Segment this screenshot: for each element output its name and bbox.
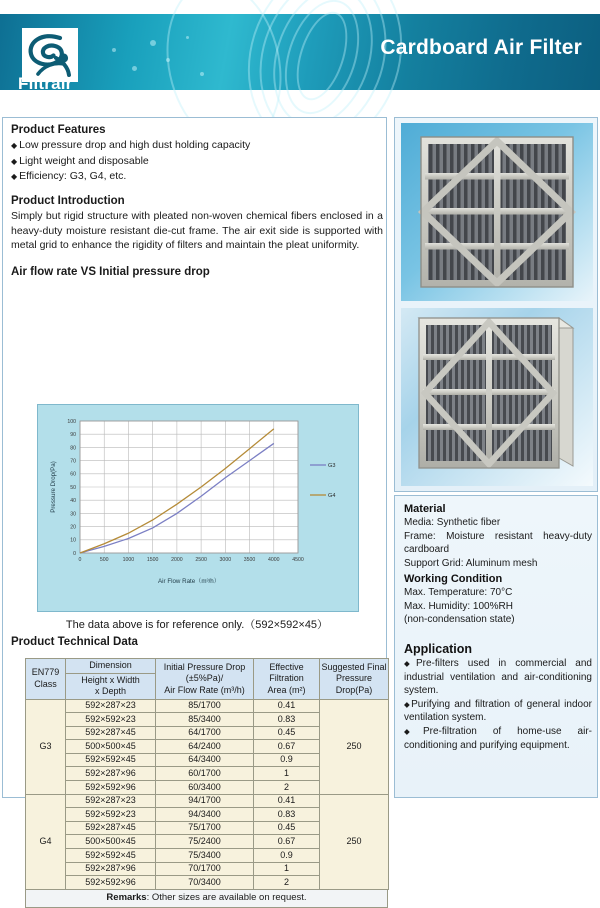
working-condition-block — [404, 573, 592, 627]
product-introduction-text: Simply but rigid structure with pleated non-woven chemical fibers enclosed in a heavy-duty moisture resistant die-cut frame. The air exit side is supported with metal grid to enhance the rigidity of filters and maintain the pleat uniformity. — [11, 210, 383, 251]
chart-svg — [38, 405, 358, 611]
cell-filtration-area: 0.83 — [254, 808, 320, 822]
application-item — [404, 657, 592, 698]
th-dimension: Dimension — [66, 659, 156, 674]
chart-ylabel: Pressure Drop(Pa) — [50, 461, 57, 513]
cell-dimension: 592×592×23 — [66, 808, 156, 822]
svg-text:500: 500 — [99, 557, 109, 563]
bubble-speck — [150, 40, 156, 46]
application-block — [404, 642, 592, 752]
diamond-bullet-icon: ◆ — [11, 141, 18, 150]
svg-text:2000: 2000 — [171, 557, 183, 563]
product-introduction-heading: Product Introduction — [11, 195, 125, 207]
working-condition-note: (non-condensation state) — [404, 614, 515, 626]
th-pressure-l1: Initial Pressure Drop — [163, 661, 246, 672]
cell-pressure-flow: 94/1700 — [156, 794, 254, 808]
working-max-humidity: Max. Humidity: 100%RH — [404, 600, 513, 612]
svg-text:0: 0 — [73, 550, 76, 557]
svg-text:2500: 2500 — [195, 557, 207, 563]
application-text: Purifying and filtration of general indoor ventilation system. — [404, 698, 592, 724]
cell-dimension: 592×287×23 — [66, 794, 156, 808]
th-area — [254, 659, 320, 700]
table-body — [26, 699, 389, 889]
chart-caption: The data above is for reference only.（592×592×45） — [65, 619, 329, 631]
feature-item — [11, 169, 383, 185]
svg-text:4000: 4000 — [268, 557, 280, 563]
cell-pressure-flow: 70/3400 — [156, 876, 254, 890]
diamond-bullet-icon: ◆ — [404, 699, 412, 709]
svg-text:4500: 4500 — [292, 557, 304, 563]
cell-filtration-area: 1 — [254, 862, 320, 876]
table-row — [26, 794, 389, 808]
material-block — [404, 503, 592, 570]
cell-final-pressure: 250 — [320, 699, 389, 794]
cell-dimension: 592×287×45 — [66, 726, 156, 740]
diamond-bullet-icon: ◆ — [11, 156, 18, 166]
cell-dimension: 592×592×96 — [66, 781, 156, 795]
remarks-text: : Other sizes are available on request. — [146, 891, 307, 903]
cell-pressure-flow: 64/2400 — [156, 740, 254, 754]
feature-text: Light weight and disposable — [19, 154, 149, 167]
bubble-speck — [200, 72, 204, 76]
cell-dimension: 592×592×45 — [66, 753, 156, 767]
pressure-drop-chart — [37, 404, 359, 612]
product-features-heading: Product Features — [11, 124, 106, 136]
feature-item — [11, 154, 383, 170]
cell-dimension: 592×287×23 — [66, 699, 156, 713]
legend-label-g4: G4 — [328, 493, 336, 499]
svg-text:1500: 1500 — [146, 557, 159, 563]
cell-filtration-area: 0.45 — [254, 821, 320, 835]
th-pressure — [156, 659, 254, 700]
application-heading: Application — [404, 642, 473, 656]
svg-text:50: 50 — [70, 484, 76, 491]
cell-filtration-area: 2 — [254, 781, 320, 795]
th-class — [26, 659, 66, 700]
cell-filtration-area: 0.67 — [254, 740, 320, 754]
cell-pressure-flow: 85/3400 — [156, 713, 254, 727]
th-final-l3: Drop(Pa) — [335, 684, 373, 695]
svg-text:20: 20 — [70, 524, 76, 531]
technical-data-heading: Product Technical Data — [11, 636, 138, 648]
cell-pressure-flow: 75/2400 — [156, 835, 254, 849]
svg-text:3000: 3000 — [219, 557, 232, 563]
th-area-l1: Effective — [269, 661, 304, 672]
cell-pressure-flow: 60/3400 — [156, 781, 254, 795]
cell-pressure-flow: 60/1700 — [156, 767, 254, 781]
svg-text:80: 80 — [70, 445, 76, 452]
chart-xlabel: Air Flow Rate（m³/h） — [158, 578, 220, 585]
th-dimension-sub — [66, 673, 156, 699]
th-dim-sub1: Height x Width — [81, 674, 140, 685]
remarks-label: Remarks — [106, 891, 147, 903]
th-pressure-l2: (±5%Pa)/ — [185, 673, 224, 683]
material-support-grid: Support Grid: Aluminum mesh — [404, 557, 538, 569]
material-media: Media: Synthetic fiber — [404, 517, 501, 528]
cell-filtration-area: 0.41 — [254, 794, 320, 808]
svg-text:0: 0 — [78, 557, 82, 563]
page-title: Cardboard Air Filter — [380, 36, 582, 59]
diamond-bullet-icon: ◆ — [404, 659, 416, 668]
table-remarks — [25, 890, 388, 908]
brand-wordmark: Filtrair — [18, 74, 73, 93]
legend-label-g3: G3 — [328, 463, 336, 469]
cell-dimension: 592×287×96 — [66, 862, 156, 876]
svg-text:100: 100 — [67, 418, 76, 425]
product-photos-panel — [394, 117, 598, 492]
filter-illustration-front — [401, 123, 593, 301]
working-max-temperature: Max. Temperature: 70°C — [404, 587, 513, 598]
application-item — [404, 698, 592, 725]
cell-pressure-flow: 64/3400 — [156, 753, 254, 767]
header-banner — [0, 14, 600, 93]
technical-data-heading-block — [11, 636, 383, 650]
svg-text:10: 10 — [70, 537, 76, 544]
svg-text:90: 90 — [70, 432, 76, 439]
chart-heading-block — [11, 266, 383, 280]
cell-dimension: 592×592×23 — [66, 713, 156, 727]
th-final-l1: Suggested Final — [321, 661, 387, 672]
svg-text:40: 40 — [70, 498, 76, 505]
cell-pressure-flow: 94/3400 — [156, 808, 254, 822]
product-introduction-block — [11, 195, 383, 253]
product-features-block — [11, 124, 383, 185]
technical-data-table — [25, 658, 389, 890]
bubble-speck — [166, 58, 170, 62]
material-heading: Material — [404, 503, 446, 515]
th-final-l2: Pressure — [335, 673, 372, 683]
cell-pressure-flow: 70/1700 — [156, 862, 254, 876]
cell-filtration-area: 0.41 — [254, 699, 320, 713]
cell-en779-class: G4 — [26, 794, 66, 889]
product-photo-front — [401, 123, 593, 301]
application-text: Pre-filtration of home-use air-conditioning and purifying equipment. — [404, 725, 592, 751]
svg-text:30: 30 — [70, 511, 76, 518]
diamond-bullet-icon: ◆ — [11, 172, 18, 181]
filter-illustration-angled — [401, 308, 593, 486]
th-dim-sub2: x Depth — [94, 686, 127, 696]
specifications-panel — [394, 495, 598, 798]
cell-final-pressure: 250 — [320, 794, 389, 889]
cell-filtration-area: 2 — [254, 876, 320, 890]
cell-dimension: 592×592×96 — [66, 876, 156, 890]
table-header-row-1 — [26, 659, 389, 674]
application-text: Pre-filters used in commercial and industrial ventilation and air-conditioning system. — [404, 658, 592, 697]
cell-filtration-area: 0.45 — [254, 726, 320, 740]
th-class-line2: Class — [34, 678, 57, 689]
cell-pressure-flow: 75/3400 — [156, 849, 254, 863]
cell-filtration-area: 0.83 — [254, 713, 320, 727]
th-class-line1: EN779 — [31, 667, 60, 678]
bubble-speck — [186, 36, 189, 39]
cell-filtration-area: 0.67 — [254, 835, 320, 849]
application-item — [404, 725, 592, 752]
cell-dimension: 592×287×45 — [66, 821, 156, 835]
svg-text:60: 60 — [70, 471, 76, 478]
svg-text:70: 70 — [70, 458, 76, 465]
cell-filtration-area: 1 — [254, 767, 320, 781]
cell-pressure-flow: 64/1700 — [156, 726, 254, 740]
cell-filtration-area: 0.9 — [254, 849, 320, 863]
th-area-l2: Filtration — [269, 673, 304, 683]
cell-dimension: 500×500×45 — [66, 835, 156, 849]
cell-pressure-flow: 75/1700 — [156, 821, 254, 835]
material-frame: Frame: Moisture resistant heavy-duty cardboard — [404, 530, 592, 556]
diamond-bullet-icon: ◆ — [404, 726, 423, 736]
feature-item — [11, 138, 383, 154]
cell-en779-class: G3 — [26, 699, 66, 794]
cell-dimension: 592×592×45 — [66, 849, 156, 863]
cell-dimension: 592×287×96 — [66, 767, 156, 781]
left-panel — [2, 117, 387, 903]
technical-data-table-wrap — [25, 658, 388, 908]
bubble-speck — [112, 48, 116, 52]
cell-filtration-area: 0.9 — [254, 753, 320, 767]
working-condition-heading: Working Condition — [404, 573, 503, 585]
th-area-l3: Area (m²) — [267, 684, 306, 695]
feature-text: Low pressure drop and high dust holding capacity — [19, 139, 251, 151]
cell-pressure-flow: 85/1700 — [156, 699, 254, 713]
product-photo-angled — [401, 308, 593, 486]
svg-text:3500: 3500 — [243, 557, 256, 563]
table-row — [26, 699, 389, 713]
th-pressure-l3: Air Flow Rate (m³/h) — [164, 684, 245, 695]
svg-text:1000: 1000 — [122, 557, 135, 563]
cell-dimension: 500×500×45 — [66, 740, 156, 754]
chart-heading: Air flow rate VS Initial pressure drop — [11, 266, 210, 278]
th-final-pressure — [320, 659, 389, 700]
bubble-speck — [132, 66, 137, 71]
table-head — [26, 659, 389, 700]
feature-text: Efficiency: G3, G4, etc. — [19, 170, 127, 182]
